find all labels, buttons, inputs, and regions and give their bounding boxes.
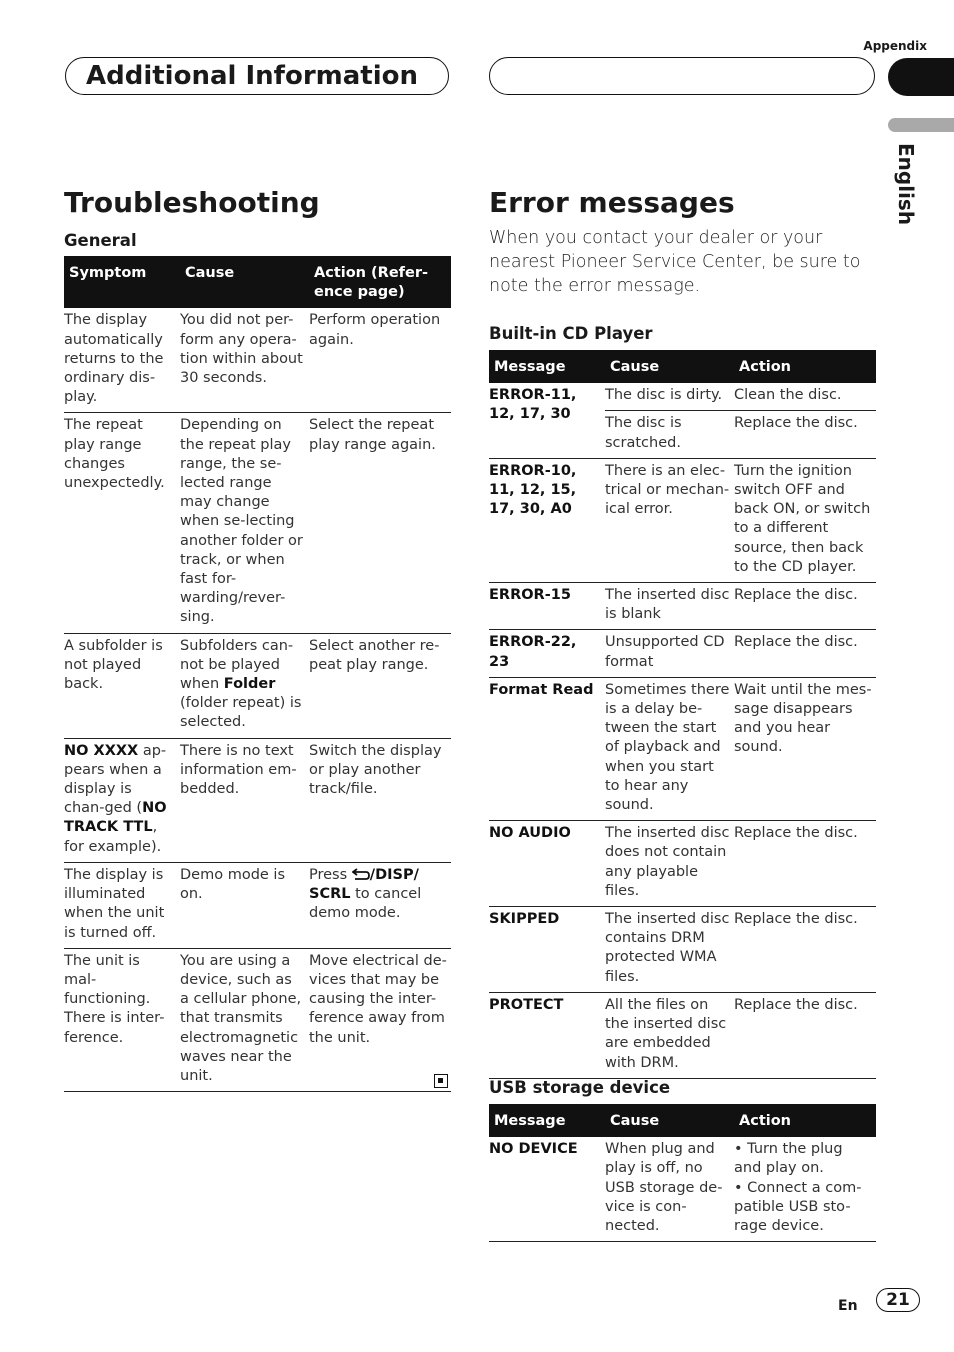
table-row [489, 458, 876, 582]
banner-title: Additional Information [86, 61, 419, 91]
table-row [489, 383, 876, 411]
cause-text: Subfolders can-not be played when [180, 637, 294, 693]
cause-cell [180, 633, 309, 738]
cause-cell: Demo mode is on. [180, 862, 309, 948]
symptom-text: ap-pears when a display is chan-ged ( [64, 742, 167, 817]
display-message: NO XXXX [64, 742, 139, 759]
cause-cell: The disc is dirty. [605, 383, 734, 411]
cd-error-table [489, 350, 876, 1079]
action-text: Press [309, 866, 352, 883]
display-message: NO TRACK TTL [64, 800, 167, 836]
cause-text: (folder repeat) is selected. [180, 695, 302, 731]
symptom-cell [64, 738, 180, 862]
message-cell: NO AUDIO [489, 821, 605, 907]
table-row [489, 992, 876, 1078]
message-cell: PROTECT [489, 992, 605, 1078]
message-cell: SKIPPED [489, 907, 605, 993]
cause-cell: The disc is scratched. [605, 411, 734, 458]
language-code: En [838, 1298, 858, 1314]
action-cell: Select the repeat play range again. [309, 413, 451, 633]
table-row [64, 413, 451, 633]
error-intro-text: When you contact your dealer or your nearest Pioneer Service Center, be sure to note the error message. [489, 228, 861, 296]
column-header: Cause [605, 1104, 734, 1137]
cause-cell: The inserted disc is blank [605, 583, 734, 630]
section-end-icon [434, 1074, 448, 1088]
action-cell: Wait until the mes-sage disappears and you hear sound. [734, 677, 876, 820]
table-row [489, 630, 876, 677]
general-subtitle: General [64, 231, 137, 250]
button-label: /DISP/ [369, 866, 419, 883]
cause-cell: The inserted disc contains DRM protected WMA files. [605, 907, 734, 993]
table-row [489, 821, 876, 907]
action-cell: Turn the ignition switch OFF and back ON, or switch to a different source, then back to the CD player. [734, 458, 876, 582]
cause-cell: There is no text information em-bedded. [180, 738, 309, 862]
column-header: Action (Refer- ence page) [309, 256, 451, 308]
symptom-cell: The display is illuminated when the unit is turned off. [64, 862, 180, 948]
column-header: Message [489, 1104, 605, 1137]
symptom-cell: The unit is mal-functioning. There is inter-ference. [64, 948, 180, 1091]
cause-cell: There is an elec-trical or mechan-ical error. [605, 458, 734, 582]
button-label: SCRL [309, 886, 351, 903]
table-row [64, 862, 451, 948]
column-header: Action [734, 350, 876, 383]
message-cell: ERROR-15 [489, 583, 605, 630]
message-cell: ERROR-22, 23 [489, 630, 605, 677]
action-cell: Replace the disc. [734, 411, 876, 458]
action-bullet: • Connect a com-patible USB sto-rage device. [734, 1179, 862, 1235]
action-cell [309, 862, 451, 948]
table-row [64, 738, 451, 862]
table-row [64, 308, 451, 413]
table-header-row [489, 1104, 876, 1137]
action-cell: Switch the display or play another track/file. [309, 738, 451, 862]
section-banner-empty [489, 57, 875, 95]
language-side-label: English [894, 143, 918, 226]
table-header-row [489, 350, 876, 383]
action-cell: Replace the disc. [734, 821, 876, 907]
return-icon [352, 868, 370, 880]
symptom-cell: The repeat play range changes unexpectedly. [64, 413, 180, 633]
error-messages-title: Error messages [489, 186, 735, 219]
table-row [489, 907, 876, 993]
action-cell: Replace the disc. [734, 907, 876, 993]
table-row [489, 1137, 876, 1242]
usb-subtitle: USB storage device [489, 1078, 671, 1097]
action-cell: Replace the disc. [734, 630, 876, 677]
action-cell: Clean the disc. [734, 383, 876, 411]
usb-error-table [489, 1104, 876, 1242]
action-text: to cancel demo mode. [309, 886, 422, 922]
language-tab-marker [888, 118, 954, 132]
action-cell: Move electrical de-vices that may be causing the inter-ference away from the unit. [309, 948, 451, 1091]
message-cell: NO DEVICE [489, 1137, 605, 1242]
symptom-cell: A subfolder is not played back. [64, 633, 180, 738]
table-row [489, 583, 876, 630]
column-header: Action [734, 1104, 876, 1137]
action-bullet: • Turn the plug and play on. [734, 1141, 843, 1177]
symptom-cell: The display automatically returns to the ordinary dis-play. [64, 308, 180, 413]
column-header: Cause [180, 256, 309, 308]
message-cell: ERROR-10, 11, 12, 15, 17, 30, A0 [489, 458, 605, 582]
cause-cell: When plug and play is off, no USB storage de-vice is con-nected. [605, 1137, 734, 1242]
cause-cell: Depending on the repeat play range, the se-lected range may change when se-lecting another folder or track, or when fast for-warding/rever-sing. [180, 413, 309, 633]
column-header: Cause [605, 350, 734, 383]
message-cell: ERROR-11, 12, 17, 30 [489, 383, 605, 458]
action-cell: Perform operation again. [309, 308, 451, 413]
cause-cell: Unsupported CD format [605, 630, 734, 677]
folder-mode-label: Folder [223, 676, 276, 693]
column-header: Symptom [64, 256, 180, 308]
cause-cell: You did not per-form any opera-tion within about 30 seconds. [180, 308, 309, 413]
action-cell: Replace the disc. [734, 992, 876, 1078]
cause-cell: Sometimes there is a delay be-tween the start of playback and when you start to hear any sound. [605, 677, 734, 820]
appendix-tab [888, 58, 954, 96]
action-cell [734, 1137, 876, 1242]
cd-player-subtitle: Built-in CD Player [489, 324, 653, 343]
table-row [489, 677, 876, 820]
cause-cell: The inserted disc does not contain any playable files. [605, 821, 734, 907]
action-cell: Select another re-peat play range. [309, 633, 451, 738]
table-row [64, 633, 451, 738]
action-cell: Replace the disc. [734, 583, 876, 630]
table-header-row [64, 256, 451, 308]
cause-cell: You are using a device, such as a cellular phone, that transmits electromagnetic waves near the unit. [180, 948, 309, 1091]
troubleshooting-title: Troubleshooting [64, 186, 320, 219]
appendix-label: Appendix [863, 39, 927, 53]
column-header: Message [489, 350, 605, 383]
table-row [64, 948, 451, 1091]
troubleshooting-table [64, 256, 451, 1092]
page-number: 21 [876, 1288, 920, 1312]
message-cell: Format Read [489, 677, 605, 820]
symptom-text: , for example). [64, 819, 162, 855]
cause-cell: All the files on the inserted disc are embedded with DRM. [605, 992, 734, 1078]
